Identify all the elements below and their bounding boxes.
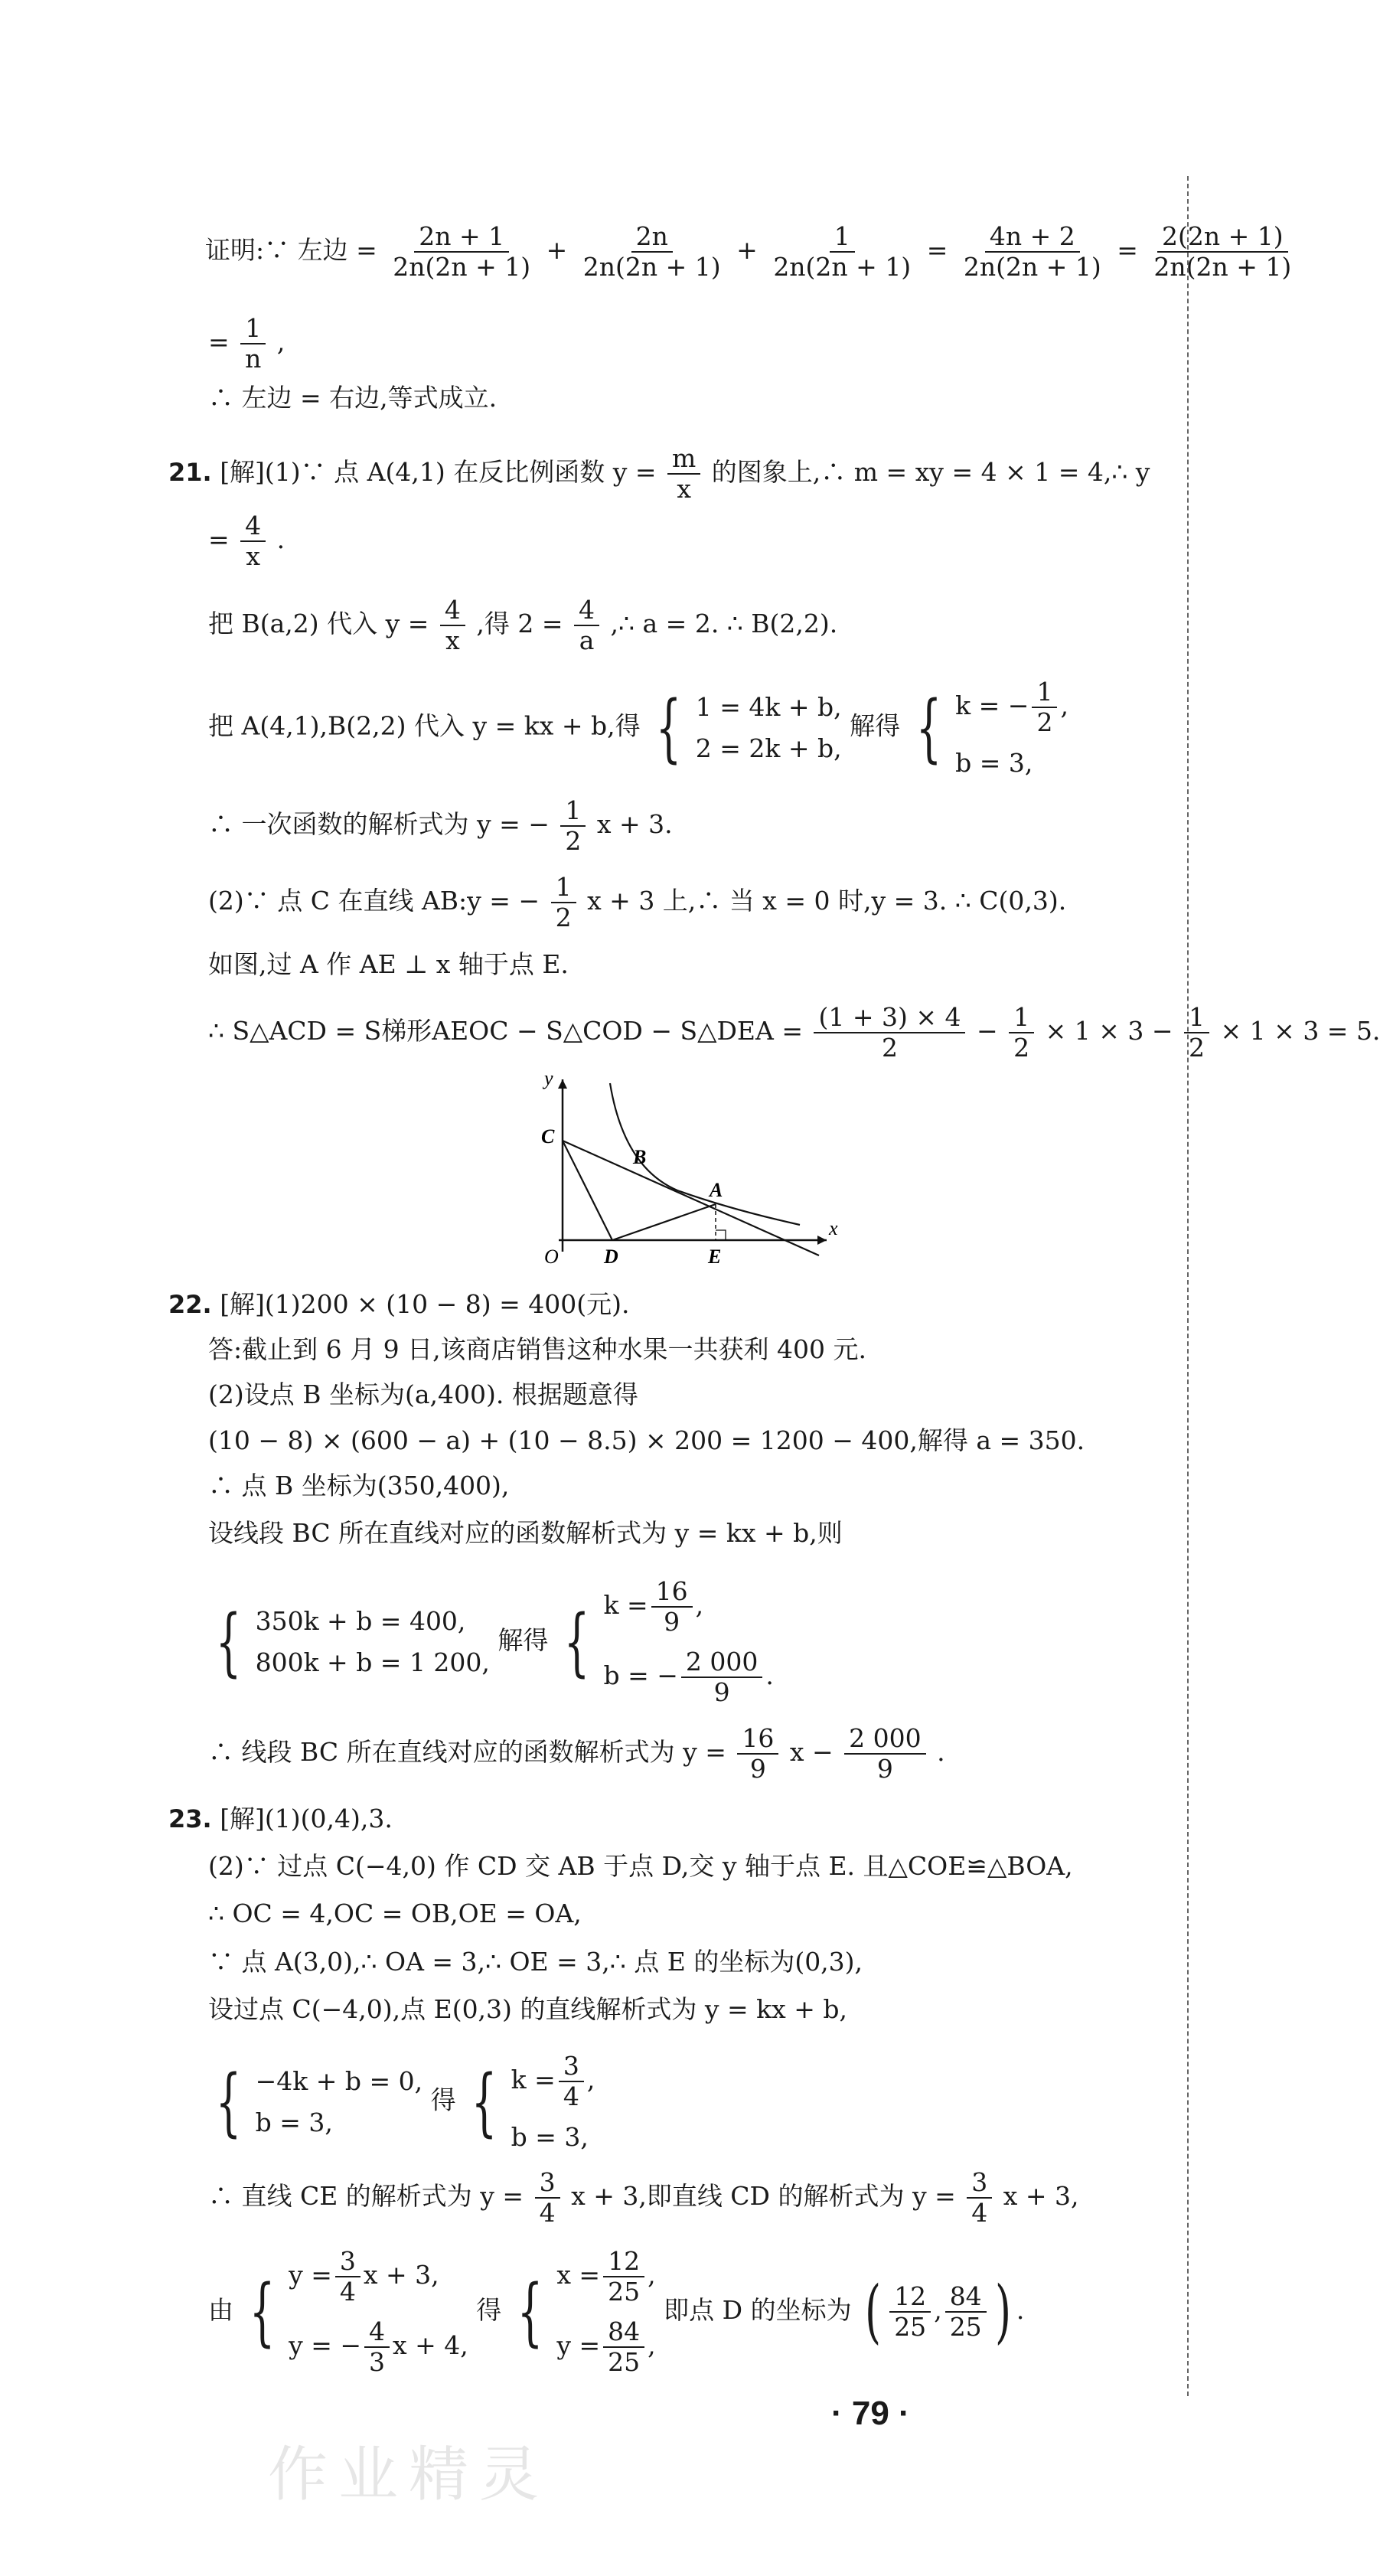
q21-line-5: ∴ 一次函数的解析式为 y = − $\frac{1}{2}$ x + 3. bbox=[208, 795, 673, 856]
q23-line-6: { −4k + b = 0, b = 3, 得 { k = $\frac{3}{4}$ , b = 3, bbox=[215, 2051, 595, 2152]
q22-line-8: ∴ 线段 BC 所在直线对应的函数解析式为 y = $\frac{16}{9}$ x − $\frac{2 000}{9}$ . bbox=[208, 1723, 945, 1784]
q21-line-7: 如图,过 A 作 AE ⊥ x 轴于点 E. bbox=[208, 949, 569, 979]
line-ab bbox=[563, 1141, 819, 1255]
question-number: 21. bbox=[168, 457, 212, 487]
q23-line-8: 由 { y = $\frac{3}{4}$ x + 3, y = − $\frac{4}{3}$ x + 4, 得 { x = $\frac{12}{25}$ , y = $\frac{84}{25}$ , 即点 D 的坐标为 ( $\frac{12}{25}$ , $\frac{84}{25}$ ) . bbox=[208, 2246, 1025, 2377]
coordinate-figure bbox=[540, 1068, 846, 1267]
label-y: y bbox=[544, 1067, 553, 1089]
q22-line-6: 设线段 BC 所在直线对应的函数解析式为 y = kx + b,则 bbox=[208, 1518, 843, 1548]
solution-system: x = $\frac{12}{25}$ , y = $\frac{84}{25}$ , bbox=[556, 2246, 656, 2377]
q23-line-7: ∴ 直线 CE 的解析式为 y = $\frac{3}{4}$ x + 3,即直线 CD 的解析式为 y = $\frac{3}{4}$ x + 3, bbox=[208, 2167, 1079, 2228]
equation-system: 350k + b = 400, 800k + b = 1 200, bbox=[255, 1606, 490, 1677]
proof-line-2: = $\frac{1}{n}$ , bbox=[208, 313, 285, 374]
segment-da bbox=[612, 1204, 716, 1240]
question-number: 23. bbox=[168, 1804, 212, 1833]
q21-line-6: (2)∵ 点 C 在直线 AB:y = − $\frac{1}{2}$ x + 3 上,∴ 当 x = 0 时,y = 3. ∴ C(0,3). bbox=[208, 872, 1067, 932]
q21-line-1: 21. [解](1)∵ 点 A(4,1) 在反比例函数 y = $\frac{m}{x}$ 的图象上,∴ m = xy = 4 × 1 = 4,∴ y bbox=[168, 443, 1150, 504]
equation-system: y = $\frac{3}{4}$ x + 3, y = − $\frac{4}{3}$ x + 4, bbox=[289, 2246, 468, 2377]
question-number: 22. bbox=[168, 1290, 212, 1319]
q22-line-5: ∴ 点 B 坐标为(350,400), bbox=[208, 1471, 510, 1500]
q23-line-3: ∴ OC = 4,OC = OB,OE = OA, bbox=[208, 1899, 582, 1928]
q21-line-4: 把 A(4,1),B(2,2) 代入 y = kx + b,得 { 1 = 4k + b, 2 = 2k + b, 解得 { k = − $\frac{1}{2}$ , b = 3, bbox=[208, 677, 1068, 778]
label-c: C bbox=[541, 1125, 555, 1148]
fraction: $\frac{2n + 1}{2n(2n + 1)}$ bbox=[393, 221, 531, 282]
q22-line-7: { 350k + b = 400, 800k + b = 1 200, 解得 { k = $\frac{16}{9}$ , b = − $\frac{2 000}{9}$ . bbox=[215, 1576, 774, 1707]
equation-system: 1 = 4k + b, 2 = 2k + b, bbox=[695, 692, 842, 763]
fraction: $\frac{2(2n + 1)}{2n(2n + 1)}$ bbox=[1153, 221, 1292, 282]
segment-cd bbox=[563, 1141, 612, 1240]
q23-line-4: ∵ 点 A(3,0),∴ OA = 3,∴ OE = 3,∴ 点 E 的坐标为(0,3), bbox=[208, 1947, 863, 1977]
q22-line-2: 答:截止到 6 月 9 日,该商店销售这种水果一共获利 400 元. bbox=[208, 1334, 867, 1364]
q23-line-2: (2)∵ 过点 C(−4,0) 作 CD 交 AB 于点 D,交 y 轴于点 E. 且△COE≌△BOA, bbox=[208, 1851, 1073, 1881]
solution-system: k = $\frac{3}{4}$ , b = 3, bbox=[511, 2051, 595, 2152]
q21-line-3: 把 B(a,2) 代入 y = $\frac{4}{x}$ ,得 2 = $\frac{4}{a}$ ,∴ a = 2. ∴ B(2,2). bbox=[208, 595, 838, 655]
q23-line-5: 设过点 C(−4,0),点 E(0,3) 的直线解析式为 y = kx + b, bbox=[208, 1994, 848, 2024]
fraction: $\frac{1}{n}$ bbox=[240, 314, 266, 374]
solution-system: k = $\frac{16}{9}$ , b = − $\frac{2 000}{9}$ . bbox=[603, 1576, 774, 1707]
fraction: $\frac{4n + 2}{2n(2n + 1)}$ bbox=[963, 221, 1101, 282]
solution-system: k = − $\frac{1}{2}$ , b = 3, bbox=[955, 677, 1068, 778]
fraction: $\frac{2n}{2n(2n + 1)}$ bbox=[582, 221, 721, 282]
x-axis-arrow bbox=[817, 1236, 827, 1245]
q21-line-2: = $\frac{4}{x}$ . bbox=[208, 511, 285, 571]
fraction: $\frac{4}{x}$ bbox=[240, 511, 266, 571]
q22-line-4: (10 − 8) × (600 − a) + (10 − 8.5) × 200 = 1200 − 400,解得 a = 350. bbox=[208, 1425, 1085, 1455]
q23-line-1: 23. [解](1)(0,4),3. bbox=[168, 1804, 393, 1833]
fraction: $\frac{4}{a}$ bbox=[574, 596, 599, 655]
binding-margin-line bbox=[1187, 176, 1190, 2396]
equation-system: −4k + b = 0, b = 3, bbox=[255, 2066, 423, 2137]
proof-line-3: ∴ 左边 = 右边,等式成立. bbox=[208, 383, 498, 413]
q21-line-8: ∴ S△ACD = S梯形AEOC − S△COD − S△DEA = $\frac{(1 + 3) \times 4}{2}$ − $\frac{1}{2}$ × 1 × 3 − $\frac{1}{2}$ × 1 × 3 = 5. bbox=[208, 1002, 1380, 1063]
fraction: $\frac{4}{x}$ bbox=[440, 596, 465, 655]
label-d: D bbox=[604, 1246, 618, 1268]
fraction: $\frac{1}{2n(2n + 1)}$ bbox=[773, 221, 912, 282]
label-o: O bbox=[544, 1246, 559, 1268]
label-a: A bbox=[710, 1179, 723, 1201]
fraction: $\frac{m}{x}$ bbox=[667, 444, 700, 504]
right-angle-mark bbox=[716, 1230, 726, 1240]
label-e: E bbox=[708, 1246, 722, 1268]
y-axis-arrow bbox=[558, 1079, 567, 1089]
q22-line-3: (2)设点 B 坐标为(a,400). 根据题意得 bbox=[208, 1379, 638, 1409]
watermark: 作业精灵 bbox=[268, 2441, 550, 2509]
page-number: · 79 · bbox=[831, 2395, 910, 2432]
proof-line-1: 证明:∵ 左边 = $\frac{2n + 1}{2n(2n + 1)}$ + $\frac{2n}{2n(2n + 1)}$ + $\frac{1}{2n(2n + 1)}$ = $\frac{4n + 2}{2n(2n + 1)}$ = $\frac{2(2n + 1)}{2n(2n + 1)}$ bbox=[205, 222, 1299, 282]
label-x: x bbox=[829, 1217, 838, 1239]
q22-line-1: 22. [解](1)200 × (10 − 8) = 400(元). bbox=[168, 1289, 630, 1319]
proof-prefix: 证明:∵ 左边 = bbox=[205, 234, 377, 265]
label-b: B bbox=[633, 1146, 647, 1168]
